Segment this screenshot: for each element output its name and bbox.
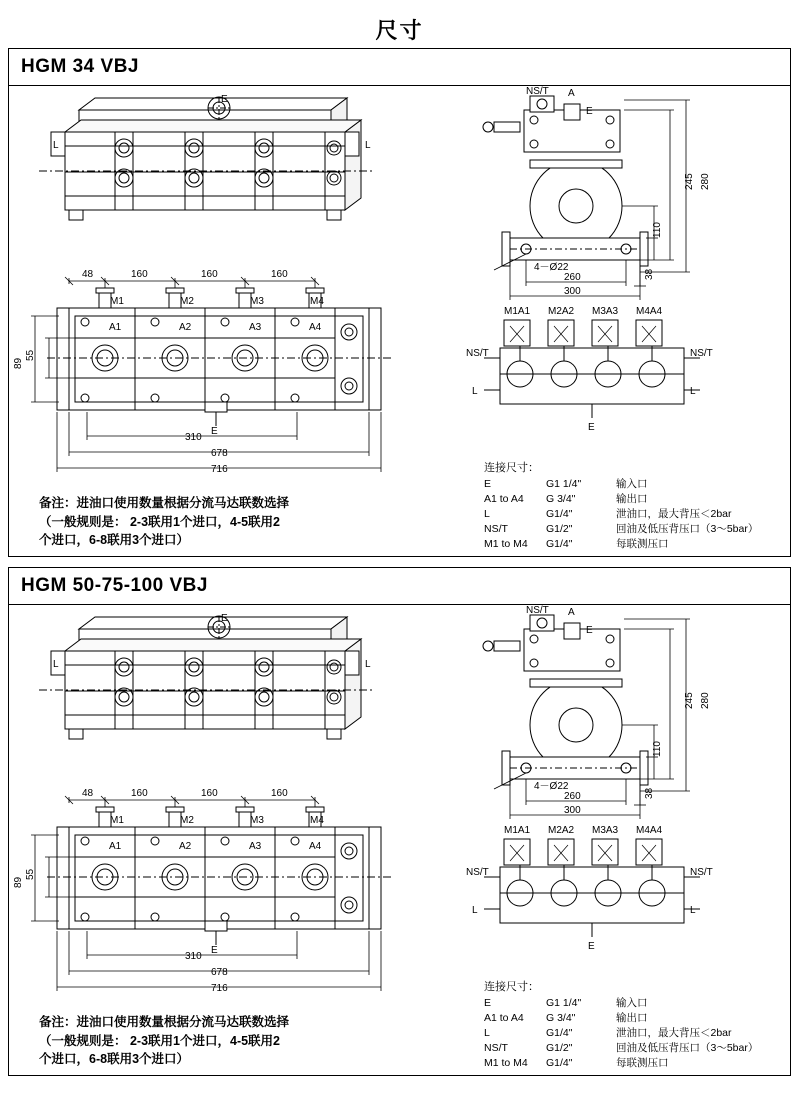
size: G 3/4": [546, 1012, 576, 1025]
panel-title: HGM 34 VBJ: [9, 49, 790, 86]
svg-text:110: 110: [652, 222, 663, 238]
table-row: [484, 477, 762, 492]
port: NS/T: [484, 1042, 508, 1055]
svg-text:L: L: [53, 659, 59, 670]
svg-text:M2A2: M2A2: [548, 306, 575, 317]
svg-text:NS/T: NS/T: [526, 86, 549, 97]
svg-text:160: 160: [271, 788, 288, 799]
svg-text:E: E: [588, 422, 595, 433]
desc: 回油及低压背压口（3～5bar）: [616, 523, 759, 536]
svg-text:110: 110: [652, 741, 663, 757]
svg-text:NS/T: NS/T: [690, 348, 713, 359]
panel-body: [9, 86, 790, 556]
svg-text:4－Ø22: 4－Ø22: [534, 781, 569, 792]
connection-title: 连接尺寸：: [484, 980, 539, 993]
desc: 回油及低压背压口（3～5bar）: [616, 1042, 759, 1055]
svg-text:E: E: [588, 941, 595, 952]
connection-rows: [484, 477, 762, 552]
svg-text:A2: A2: [179, 322, 192, 333]
desc: 每联测压口: [616, 1057, 669, 1070]
port: NS/T: [484, 523, 508, 536]
svg-text:A3: A3: [249, 841, 262, 852]
svg-text:160: 160: [271, 269, 288, 280]
table-row: [484, 492, 762, 507]
svg-text:260: 260: [564, 791, 581, 802]
svg-text:M2: M2: [180, 296, 194, 307]
svg-text:245: 245: [684, 692, 695, 709]
panel-body: [9, 605, 790, 1075]
note-line-1: 备注：进油口使用数量根据分流马达联数选择: [39, 495, 290, 510]
svg-text:A: A: [568, 607, 575, 618]
size: G1/4": [546, 1027, 573, 1040]
desc: 输出口: [616, 493, 648, 506]
desc: 泄油口，最大背压＜2bar: [616, 1027, 732, 1040]
svg-text:M4A4: M4A4: [636, 306, 663, 317]
svg-text:716: 716: [211, 983, 228, 994]
desc: 泄油口，最大背压＜2bar: [616, 508, 732, 521]
svg-text:160: 160: [131, 788, 148, 799]
port: E: [484, 478, 492, 491]
svg-text:678: 678: [211, 448, 228, 459]
left-drawings: [9, 605, 464, 1075]
table-row: [484, 996, 762, 1011]
size: G1 1/4": [546, 478, 582, 491]
svg-text:280: 280: [700, 692, 711, 709]
note-line-3: 个进口，6-8联用3个进口）: [39, 533, 190, 548]
port: L: [484, 508, 490, 521]
svg-text:160: 160: [131, 269, 148, 280]
svg-text:M4: M4: [310, 296, 324, 307]
table-row: [484, 1026, 762, 1041]
size: G1/4": [546, 1057, 573, 1070]
port: A1 to A4: [484, 493, 524, 506]
connection-table: [484, 461, 762, 552]
port: M1 to M4: [484, 1057, 528, 1070]
svg-text:E: E: [211, 426, 218, 437]
svg-text:M3A3: M3A3: [592, 306, 619, 317]
size: G1/4": [546, 538, 573, 551]
svg-text:E: E: [211, 945, 218, 956]
svg-text:4－Ø22: 4－Ø22: [534, 262, 569, 273]
port: L: [484, 1027, 490, 1040]
svg-text:NS/T: NS/T: [690, 867, 713, 878]
svg-text:48: 48: [82, 269, 94, 280]
svg-text:310: 310: [185, 951, 202, 962]
size: G1/4": [546, 508, 573, 521]
svg-text:M1A1: M1A1: [504, 306, 531, 317]
svg-text:310: 310: [185, 432, 202, 443]
svg-text:NS/T: NS/T: [526, 605, 549, 616]
svg-text:300: 300: [564, 805, 581, 816]
note-text: [39, 1013, 439, 1069]
svg-text:M3: M3: [250, 815, 264, 826]
svg-text:260: 260: [564, 272, 581, 283]
svg-text:160: 160: [201, 788, 218, 799]
svg-text:M3: M3: [250, 296, 264, 307]
port: M1 to M4: [484, 538, 528, 551]
right-drawings: [464, 86, 790, 556]
table-row: [484, 537, 762, 552]
svg-text:E: E: [221, 94, 228, 105]
desc: 每联测压口: [616, 538, 669, 551]
note-line-2: （一般规则是： 2-3联用1个进口，4-5联用2: [39, 514, 281, 529]
svg-text:L: L: [472, 905, 478, 916]
desc: 输入口: [616, 478, 648, 491]
svg-text:M3A3: M3A3: [592, 825, 619, 836]
note-text: [39, 494, 439, 550]
svg-text:716: 716: [211, 464, 228, 475]
svg-text:L: L: [472, 386, 478, 397]
size: G1/2": [546, 1042, 573, 1055]
svg-text:M1A1: M1A1: [504, 825, 531, 836]
svg-text:E: E: [586, 625, 593, 636]
left-drawings: [9, 86, 464, 556]
right-drawings: [464, 605, 790, 1075]
side-view-and-schematic: [464, 86, 798, 436]
svg-text:M2A2: M2A2: [548, 825, 575, 836]
table-row: [484, 522, 762, 537]
note-line-2: （一般规则是： 2-3联用1个进口，4-5联用2: [39, 1033, 281, 1048]
port: A1 to A4: [484, 1012, 524, 1025]
svg-text:A1: A1: [109, 841, 122, 852]
desc: 输入口: [616, 997, 648, 1010]
size: G 3/4": [546, 493, 576, 506]
panel-hgm50-75-100: [8, 567, 791, 1076]
svg-text:A: A: [568, 88, 575, 99]
table-row: [484, 1041, 762, 1056]
svg-text:M2: M2: [180, 815, 194, 826]
svg-text:38: 38: [644, 268, 655, 280]
svg-text:NS/T: NS/T: [466, 348, 489, 359]
note-line-3: 个进口，6-8联用3个进口）: [39, 1052, 190, 1067]
panel-title: HGM 50-75-100 VBJ: [9, 568, 790, 605]
page-title: 尺寸: [375, 18, 424, 43]
connection-rows: [484, 996, 762, 1071]
svg-text:L: L: [690, 905, 696, 916]
svg-text:55: 55: [25, 868, 36, 880]
table-row: [484, 1056, 762, 1071]
svg-text:M1: M1: [110, 815, 124, 826]
svg-text:A1: A1: [109, 322, 122, 333]
panel-hgm34: [8, 48, 791, 557]
svg-text:A2: A2: [179, 841, 192, 852]
svg-text:55: 55: [25, 349, 36, 361]
isometric-and-front-views: [9, 605, 464, 1005]
svg-text:L: L: [365, 140, 371, 151]
svg-text:300: 300: [564, 286, 581, 297]
svg-text:89: 89: [13, 357, 24, 369]
svg-text:678: 678: [211, 967, 228, 978]
svg-text:NS/T: NS/T: [466, 867, 489, 878]
table-row: [484, 1011, 762, 1026]
side-view-and-schematic: [464, 605, 798, 955]
svg-text:A3: A3: [249, 322, 262, 333]
connection-title: 连接尺寸：: [484, 461, 539, 474]
size: G1 1/4": [546, 997, 582, 1010]
svg-text:A4: A4: [309, 841, 322, 852]
svg-text:M1: M1: [110, 296, 124, 307]
svg-text:M4A4: M4A4: [636, 825, 663, 836]
svg-text:A4: A4: [309, 322, 322, 333]
svg-text:M4: M4: [310, 815, 324, 826]
size: G1/2": [546, 523, 573, 536]
note-line-1: 备注：进油口使用数量根据分流马达联数选择: [39, 1014, 290, 1029]
desc: 输出口: [616, 1012, 648, 1025]
svg-text:38: 38: [644, 787, 655, 799]
svg-text:280: 280: [700, 173, 711, 190]
port: E: [484, 997, 492, 1010]
connection-table: [484, 980, 762, 1071]
svg-text:L: L: [690, 386, 696, 397]
svg-text:L: L: [53, 140, 59, 151]
svg-text:160: 160: [201, 269, 218, 280]
svg-text:E: E: [221, 613, 228, 624]
svg-text:245: 245: [684, 173, 695, 190]
svg-text:L: L: [365, 659, 371, 670]
table-row: [484, 507, 762, 522]
svg-text:89: 89: [13, 876, 24, 888]
isometric-and-front-views: [9, 86, 464, 486]
svg-text:48: 48: [82, 788, 94, 799]
svg-text:E: E: [586, 106, 593, 117]
